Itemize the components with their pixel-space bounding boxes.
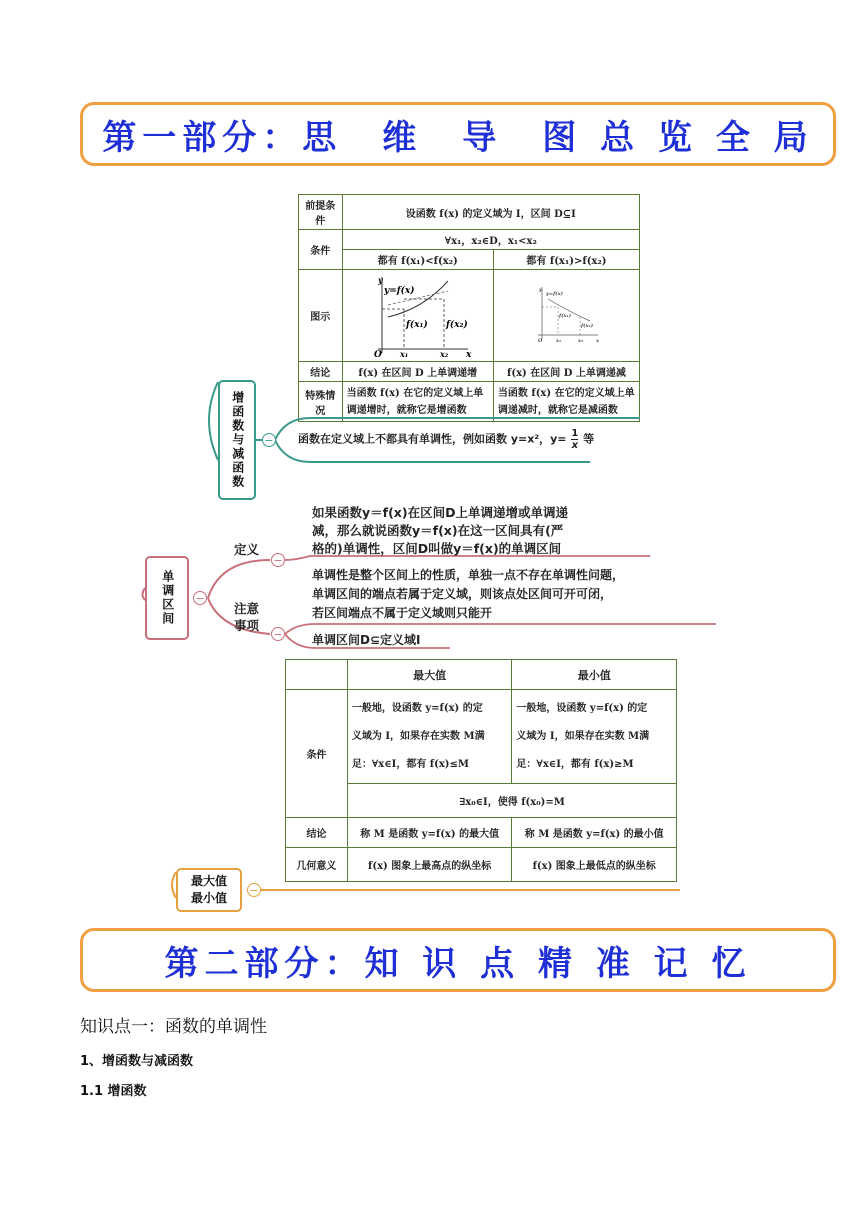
inc-f1-label: f(x₁) <box>405 320 428 330</box>
inc-x2-label: x₂ <box>439 349 449 357</box>
dec-graph-cell <box>493 270 639 362</box>
min-condition: 一般地，设函数 y=f(x) 的定 义域为 I，如果存在实数 M满 足：∀x∈I，都有 f(x)≥M <box>512 690 677 784</box>
dec-x1-label: x₁ <box>556 338 562 344</box>
dec-func-label: y=f(x) <box>546 291 564 297</box>
dec-x2-label: x₂ <box>578 338 584 344</box>
section-banner-mind-map <box>80 102 836 166</box>
min-header: 最小值 <box>512 660 677 690</box>
condition-text: ∀x₁，x₂∈D，x₁<x₂ <box>342 230 639 250</box>
extreme-value-table <box>285 659 677 882</box>
incdec-note <box>298 428 594 451</box>
notice-text: 单调性是整个区间上的性质，单独一点不存在单调性问题， 单调区间的端点若属于定义域，则该点处区间可开可闭， 若区间端点不属于定义域则只能开 <box>312 568 625 620</box>
premise-label: 前提条件 <box>299 195 343 230</box>
inc-origin-label: O <box>373 350 382 357</box>
incdec-note-text: 函数在定义域上不都具有单调性，例如函数 y=x²，y= <box>298 432 567 446</box>
section-banner-knowledge <box>80 928 836 992</box>
collapse-toggle-definition[interactable]: − <box>271 553 285 567</box>
inc-func-label: y=f(x) <box>383 286 415 296</box>
dec-f1-label: f(x₁) <box>559 313 572 319</box>
subsection-heading: 1、增函数与减函数 <box>80 1054 194 1069</box>
dec-special: 当函数 f(x) 在它的定义域上单调递减时，就称它是减函数 <box>493 382 639 422</box>
notice-text-interval-domain: 单调区间D⊆定义域I <box>312 633 421 647</box>
inc-x-label: x <box>465 350 472 357</box>
decreasing-graph <box>498 271 634 357</box>
conclusion-label: 结论 <box>299 362 343 382</box>
node-monotonic-interval[interactable] <box>145 556 189 640</box>
min-conclusion: 称 M 是函数 y=f(x) 的最小值 <box>512 818 677 848</box>
empty-header-cell <box>286 660 348 690</box>
dec-origin-label: O <box>538 338 543 344</box>
dec-f2-label: f(x₂) <box>581 323 594 329</box>
dec-condition: 都有 f(x₁)>f(x₂) <box>493 250 639 270</box>
node-increasing-decreasing-label: 增函数与减函数 <box>230 391 245 489</box>
inc-f2-label: f(x₂) <box>445 320 468 330</box>
incdec-note-suffix: 等 <box>583 432 595 446</box>
definition-label: 定义 <box>234 542 260 557</box>
collapse-toggle-interval[interactable]: − <box>193 591 207 605</box>
min-geometry: f(x) 图象上最低点的纵坐标 <box>512 848 677 882</box>
subsubsection-heading: 1.1 增函数 <box>80 1084 147 1099</box>
max-condition: 一般地，设函数 y=f(x) 的定 义域为 I，如果存在实数 M满 足：∀x∈I，都有 f(x)≤M <box>347 690 512 784</box>
extreme-conclusion-label: 结论 <box>286 818 348 848</box>
shared-condition: ∃x₀∈I，使得 f(x₀)=M <box>347 784 676 818</box>
collapse-toggle-incdec[interactable]: − <box>262 433 276 447</box>
dec-y-label: y <box>539 287 543 293</box>
max-header: 最大值 <box>347 660 512 690</box>
max-geometry: f(x) 图象上最高点的纵坐标 <box>347 848 512 882</box>
inc-condition: 都有 f(x₁)<f(x₂) <box>342 250 493 270</box>
dec-conclusion: f(x) 在区间 D 上单调递减 <box>493 362 639 382</box>
definition-text: 如果函数y＝f(x)在区间D上单调递增或单调递 减，那么就说函数y＝f(x)在这一区间具有(严 格的)单调性，区间D叫做y＝f(x)的单调区间 <box>312 505 568 556</box>
max-conclusion: 称 M 是函数 y=f(x) 的最大值 <box>347 818 512 848</box>
inc-x1-label: x₁ <box>399 349 409 357</box>
dec-x-label: x <box>596 338 600 344</box>
inc-conclusion: f(x) 在区间 D 上单调递增 <box>342 362 493 382</box>
figure-label: 图示 <box>299 270 343 362</box>
monotonicity-table <box>298 194 640 422</box>
node-max-min[interactable]: 最大值 最小值 <box>176 868 242 912</box>
knowledge-point-title: 知识点一：函数的单调性 <box>80 1017 267 1037</box>
condition-label: 条件 <box>299 230 343 270</box>
notice-label: 注意 事项 <box>234 601 260 633</box>
increasing-graph <box>348 271 488 357</box>
fraction-one-over-x: $\frac{1}{x}$ <box>571 428 579 451</box>
special-label: 特殊情况 <box>299 382 343 422</box>
collapse-toggle-extreme[interactable]: − <box>247 883 261 897</box>
node-increasing-decreasing[interactable] <box>218 380 256 500</box>
inc-y-label: y <box>377 275 383 285</box>
premise-text: 设函数 f(x) 的定义域为 I，区间 D⊆I <box>342 195 639 230</box>
inc-special: 当函数 f(x) 在它的定义域上单调递增时，就称它是增函数 <box>342 382 493 422</box>
inc-graph-cell <box>342 270 493 362</box>
geometry-label: 几何意义 <box>286 848 348 882</box>
collapse-toggle-notice[interactable]: − <box>271 627 285 641</box>
node-monotonic-interval-label: 单调区间 <box>160 570 175 626</box>
banner-title-2: 第二部分：知 识 点 精 准 记 忆 <box>164 943 752 984</box>
extreme-condition-label: 条件 <box>286 690 348 818</box>
banner-title: 第一部分：思 维 导 图 总 览 全 局 <box>102 117 814 158</box>
